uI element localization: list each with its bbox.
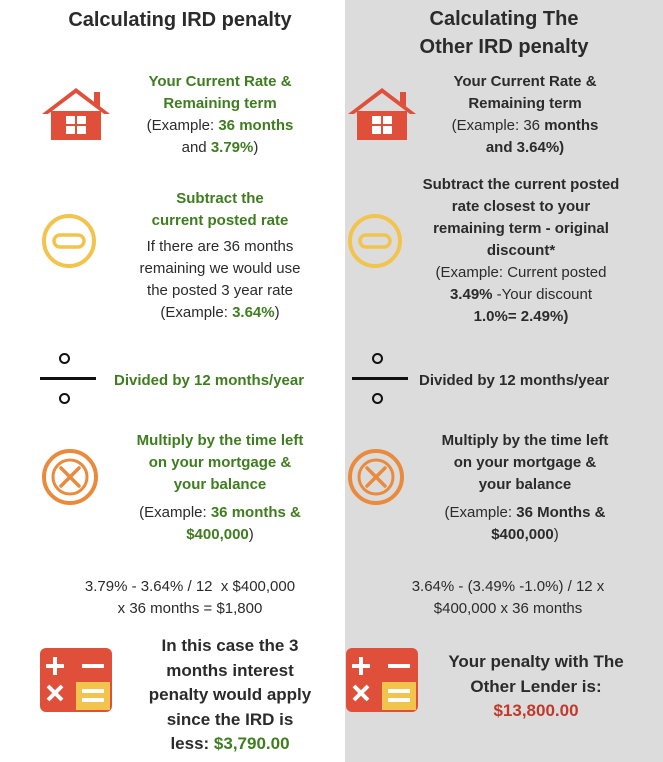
minus-circle-icon: [346, 212, 404, 270]
right-step4-heading: Multiply by the time left: [441, 432, 609, 449]
right-step4-example: [410, 502, 640, 524]
right-step4-heading-3: your balance: [478, 476, 572, 493]
right-result: [418, 650, 654, 724]
right-step2-discount-label: -Your discount: [492, 286, 593, 303]
right-step2-posted-rate: 3.49%: [449, 286, 493, 303]
left-step4-heading-2: on your mortgage &: [148, 454, 292, 471]
right-step2-heading: Subtract the current posted: [422, 176, 620, 193]
right-step4-example-line2: [410, 524, 640, 546]
left-result-amount: $3,790.00: [213, 734, 290, 753]
left-step4-example-line2: [105, 524, 335, 546]
left-step4-heading-3: your balance: [173, 476, 267, 493]
right-title-line1: Calculating The: [429, 8, 579, 30]
left-step2-example: [105, 302, 335, 324]
right-step2-heading-4: discount*: [486, 242, 556, 259]
left-step1-heading: Your Current Rate &: [148, 73, 292, 90]
left-step4-example-prefix: (Example:: [139, 504, 211, 521]
calculator-icon: [346, 648, 418, 712]
right-step2-heading-2: rate closest to your: [451, 198, 591, 215]
left-step1-example-value: 36 months: [218, 117, 294, 134]
left-result: [115, 634, 345, 757]
right-result-line2: Other Lender is:: [470, 676, 602, 696]
left-title: Calculating IRD penalty: [68, 9, 292, 31]
left-step1-rate: 3.79%: [210, 139, 254, 156]
left-step2-body-1: If there are 36 months: [146, 238, 294, 255]
left-step4-example-value: 36 months &: [210, 504, 301, 521]
right-step1-example-line2: and 3.64%): [485, 139, 565, 156]
house-icon: [346, 86, 418, 142]
left-step1-example-line2: [105, 137, 335, 159]
left-result-line2: months interest: [166, 660, 294, 680]
left-step4-example: [105, 502, 335, 524]
left-formula-line2: x 36 months = $1,800: [117, 600, 263, 617]
right-step1-heading-2: Remaining term: [468, 95, 582, 112]
left-step2-body-3: the posted 3 year rate: [147, 282, 293, 299]
house-icon: [40, 86, 112, 142]
left-formula-line1: 3.79% - 3.64% / 12 x $400,000: [84, 578, 296, 595]
left-step4-heading: Multiply by the time left: [136, 432, 304, 449]
multiply-circle-icon: [40, 447, 100, 507]
right-step1-example-value: months: [544, 117, 599, 134]
left-step2-example-prefix: (Example:: [160, 304, 233, 321]
multiply-circle-icon: [346, 447, 406, 507]
left-step4: [105, 430, 335, 546]
calculator-icon: [40, 648, 112, 712]
right-step2-example: (Example: Current posted: [435, 264, 607, 281]
left-step1-example: [105, 115, 335, 137]
left-step3-text: Divided by 12 months/year: [114, 372, 305, 389]
right-step4-example-balance: $400,000: [491, 526, 554, 543]
left-step1-example-prefix: (Example:: [146, 117, 219, 134]
right-step1-example: [410, 115, 640, 137]
left-step1-heading-2: Remaining term: [163, 95, 277, 112]
right-step2: [398, 174, 644, 328]
right-step4-close: ): [553, 526, 559, 543]
left-result-prefix: less:: [170, 734, 214, 753]
right-title-line2: Other IRD penalty: [419, 36, 589, 58]
left-result-line1: In this case the 3: [161, 636, 299, 655]
right-step1-example-prefix: (Example: 36: [451, 117, 545, 134]
right-formula-line1: 3.64% - (3.49% -1.0%) / 12 x: [411, 578, 605, 595]
left-step4-example-balance: $400,000: [186, 526, 249, 543]
right-step4: [410, 430, 640, 546]
right-step2-example-line3: 1.0%= 2.49%): [473, 308, 569, 325]
right-result-amount: $13,800.00: [493, 701, 579, 720]
right-step3-text: Divided by 12 months/year: [419, 372, 610, 389]
left-step2-example-value: 3.64%: [232, 304, 275, 321]
right-formula-line2: $400,000 x 36 months: [433, 600, 583, 617]
left-step4-close: ): [248, 526, 254, 543]
right-step4-heading-2: on your mortgage &: [453, 454, 597, 471]
left-step2-heading: Subtract the: [176, 190, 264, 207]
left-result-line3: penalty would apply: [148, 685, 312, 704]
left-step2-body-2: remaining we would use: [139, 260, 301, 277]
right-step1: [410, 71, 640, 159]
left-step1: [105, 71, 335, 159]
left-step2-heading-2: current posted rate: [151, 212, 289, 229]
right-step4-example-prefix: (Example:: [444, 504, 517, 521]
left-formula: [40, 576, 340, 620]
right-formula: [360, 576, 656, 620]
left-step2: [105, 188, 335, 324]
left-result-line4: since the IRD is: [166, 709, 294, 729]
right-step2-example-line2: [398, 284, 644, 306]
right-step1-heading: Your Current Rate &: [453, 73, 597, 90]
left-result-line5: [115, 732, 345, 757]
left-step1-and: and: [181, 139, 211, 156]
minus-circle-icon: [40, 212, 98, 270]
right-title: [345, 5, 663, 61]
left-step1-close: ): [253, 139, 259, 156]
right-step2-heading-3: remaining term - original: [433, 220, 609, 237]
right-step4-example-value: 36 Months &: [516, 504, 606, 521]
left-step2-close: ): [274, 304, 280, 321]
right-result-line1: Your penalty with The: [448, 652, 624, 671]
